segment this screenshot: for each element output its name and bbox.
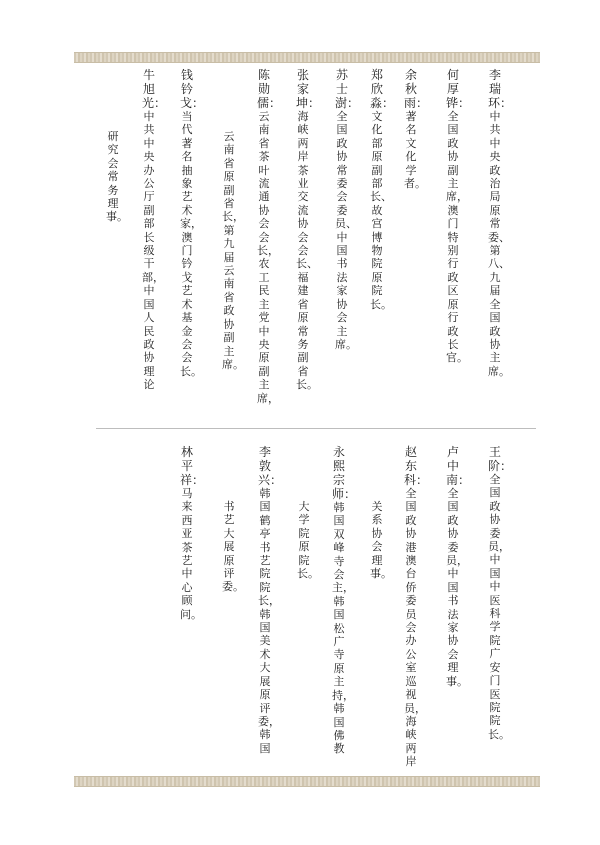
- entry-name: 牛旭光：: [142, 68, 167, 110]
- entry-text: 全国政协港澳台侨委员会办公室巡视员，海峡两岸: [404, 487, 426, 769]
- entry-name: 何厚铧：: [446, 68, 471, 110]
- entry-text: 文化部原副部长、故宫博物院原院长。: [370, 110, 392, 311]
- entry-niu-xuguang-continued: [106, 130, 128, 224]
- entry-yu-qiuyu: [404, 68, 429, 191]
- entry-li-dunxing: [258, 445, 283, 755]
- decorative-top-border: [74, 52, 540, 63]
- entry-zheng-xinmiao: [370, 68, 395, 311]
- entry-text: 中共中央政治局原常委、第八、九届全国政协主席。: [488, 110, 510, 378]
- entry-text: 当代著名抽象艺术家，澳门钤戈艺术基金会会长。: [180, 110, 202, 378]
- entry-text: 中共中央办公厅副部长级干部，中国人民政协理论: [142, 110, 164, 392]
- entry-text: 云南省茶叶流通协会会长，农工民主党中央原副主席，: [257, 110, 279, 405]
- entry-text: 马来西亚茶艺中心顾问。: [180, 487, 202, 621]
- entry-name: 王 阶：: [488, 445, 514, 473]
- entry-name: 永熙宗师：: [332, 445, 357, 501]
- entry-zhao-dongke: [404, 445, 429, 769]
- entry-qian-qiange: [180, 68, 205, 378]
- section-divider: [96, 428, 536, 429]
- decorative-bottom-border: [74, 776, 540, 787]
- entry-text: 研究会常务理事。: [106, 130, 128, 224]
- entry-wang-jie: [488, 445, 514, 741]
- entry-zhao-dongke-continued: [370, 500, 392, 581]
- entry-text: 关系协会理事。: [370, 500, 392, 581]
- entry-su-shishu: [335, 68, 360, 351]
- entry-name: 郑欣淼：: [370, 68, 395, 110]
- entry-name: 苏士澍：: [335, 68, 360, 110]
- entry-niu-xuguang: [142, 68, 167, 392]
- entry-text: 书艺大展原评委。: [222, 500, 244, 594]
- entry-lin-pingxiang: [180, 445, 205, 621]
- entry-li-ruihuan: [488, 68, 513, 378]
- entry-name: 余秋雨：: [404, 68, 429, 110]
- entry-name: 张家坤：: [296, 68, 321, 110]
- entry-text: 著名文化学者。: [404, 110, 426, 191]
- entry-text: 云南省原副省长，第九届云南省政协副主席。: [222, 130, 244, 371]
- entry-name: 陈勋儒：: [257, 68, 282, 110]
- entry-lu-zhongnan: [446, 445, 471, 688]
- entry-yongxi-zongshi-continued: [297, 500, 319, 581]
- entry-text: 全国政协委员，中国书法家协会理事。: [446, 487, 468, 688]
- entry-chen-xunru-continued: [222, 130, 244, 371]
- entry-name: 李敦兴：: [258, 445, 283, 487]
- entry-he-houhua: [446, 68, 471, 365]
- entry-yongxi-zongshi: [332, 445, 357, 756]
- entry-text: 大学院原院长。: [297, 500, 319, 581]
- entry-text: 韩国双峰寺会主，韩国松广寺原主持，韩国佛教: [332, 501, 354, 756]
- entry-name: 林平祥：: [180, 445, 205, 487]
- entry-name: 赵东科：: [404, 445, 429, 487]
- entry-zhang-jiakun: [296, 68, 321, 392]
- entry-text: 全国政协委员，中国中医科学院广安门医院院长。: [488, 473, 510, 741]
- entry-text: 全国政协副主席，澳门特别行政区原行政长官。: [446, 110, 468, 365]
- entry-name: 李瑞环：: [488, 68, 513, 110]
- entry-text: 海峡两岸茶业交流协会会长、福建省原常务副省长。: [296, 110, 318, 392]
- entry-name: 钱钤戈：: [180, 68, 205, 110]
- entry-name: 卢中南：: [446, 445, 471, 487]
- entry-text: 韩国鹤亭书艺院院长，韩国美术大展原评委，韩国: [258, 487, 280, 755]
- entry-text: 全国政协常委会委员、中国书法家协会主席。: [335, 110, 357, 351]
- entry-chen-xunru: [257, 68, 282, 405]
- entry-li-dunxing-continued: [222, 500, 244, 594]
